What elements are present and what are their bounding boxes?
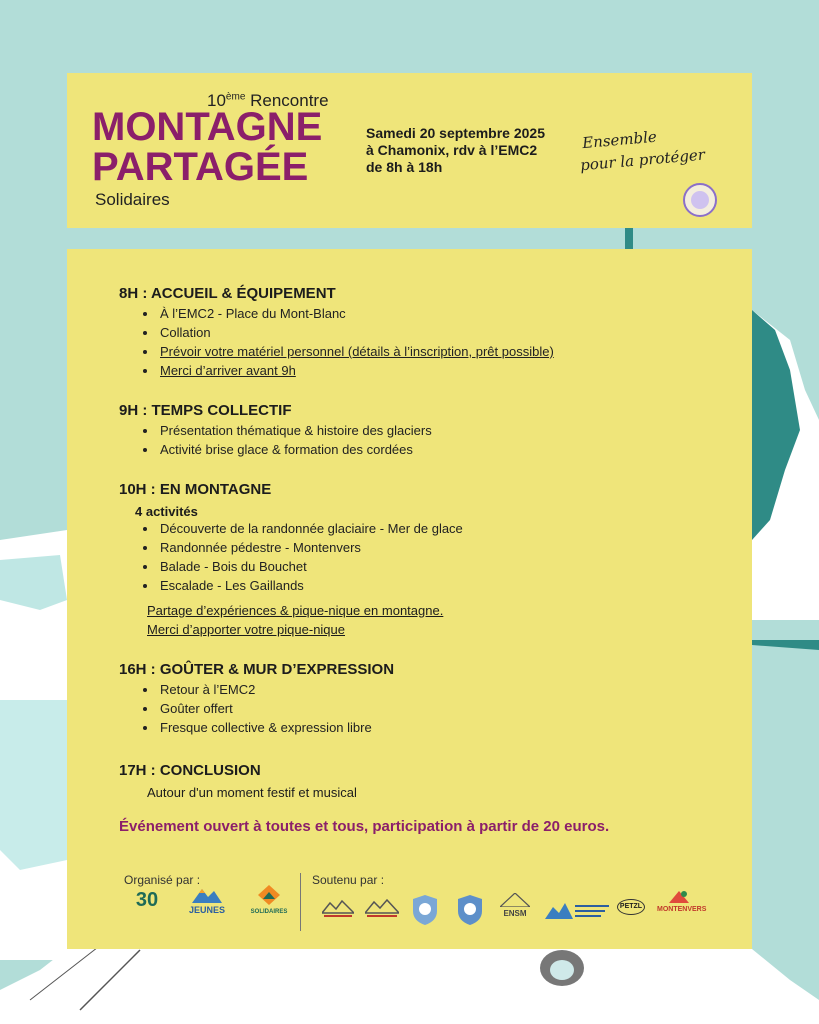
picnic-note-link[interactable]: Merci d’apporter votre pique-nique [147,622,345,637]
mountain-association-logo [365,897,399,919]
montenvers-logo: MONTENVERS [657,891,701,914]
section-en-montagne [119,481,463,639]
shield-icon [411,895,439,925]
list-item: • Randonnée pédestre - Montenvers [158,538,463,557]
ffcam-logo [545,899,611,921]
picnic-note-link[interactable]: Partage d’expériences & pique-nique en montagne. [147,603,444,618]
item-list [119,304,554,380]
ensm-logo: ENSM [495,893,535,918]
list-item: • Escalade - Les Gaillands [158,576,463,595]
title-montagne: MONTAGNE [92,105,323,149]
slogan: Ensemble pour la protéger [579,127,706,175]
item-list [119,421,432,459]
list-item: • Présentation thématique & histoire des glaciers [158,421,432,440]
title-partagee: PARTAGÉE [92,145,309,189]
solidaires-logo: SOLIDAIRES [247,885,291,916]
seal-icon [683,183,717,217]
supported-label: Soutenu par : [312,873,385,887]
shield-icon [456,895,484,925]
program-card [67,249,752,949]
list-item-link[interactable]: • Prévoir votre matériel personnel (détails à l’inscription, prêt possible) [158,342,554,361]
section-conclusion [119,762,357,800]
list-item: • Activité brise glace & formation des cordées [158,440,432,459]
list-item-link[interactable]: • Merci d’arriver avant 9h [158,361,554,380]
item-list [119,680,394,737]
thirty-years-logo: 30 [135,889,159,911]
participation-callout: Événement ouvert à toutes et tous, participation à partir de 20 euros. [119,818,610,835]
list-item: • Balade - Bois du Bouchet [158,557,463,576]
event-date-info: Samedi 20 septembre 2025 à Chamonix, rdv à l’EMC2 de 8h à 18h [366,125,545,175]
section-title: 16H : GOÛTER & MUR D’EXPRESSION [119,661,395,678]
list-item: • À l’EMC2 - Place du Mont-Blanc [158,304,554,323]
petzl-logo: PETZL [616,899,646,915]
organised-label: Organisé par : [124,873,201,887]
section-gouter [119,661,394,737]
header-card [67,73,752,228]
subtitle-solidaires: Solidaires [95,190,170,209]
list-item: • Fresque collective & expression libre [158,718,394,737]
jeunes-logo: JEUNES [187,887,227,914]
conclusion-text: Autour d'un moment festif et musical [147,785,357,800]
edition-label: 10ème Rencontre [207,91,329,110]
chamonix-logo [322,897,354,919]
activities-subtitle: 4 activités [135,504,198,519]
list-item: • Découverte de la randonnée glaciaire - Mer de glace [158,519,463,538]
section-title: 17H : CONCLUSION [119,762,261,779]
sponsors-footer [67,869,752,949]
item-list [119,519,463,595]
footer-divider [300,873,301,931]
list-item: • Goûter offert [158,699,394,718]
section-title: 8H : ACCUEIL & ÉQUIPEMENT [119,285,336,302]
list-item: • Retour à l’EMC2 [158,680,394,699]
section-title: 10H : EN MONTAGNE [119,481,272,498]
section-temps-collectif [119,402,432,459]
section-accueil [119,285,554,380]
list-item: • Collation [158,323,554,342]
section-title: 9H : TEMPS COLLECTIF [119,402,292,419]
